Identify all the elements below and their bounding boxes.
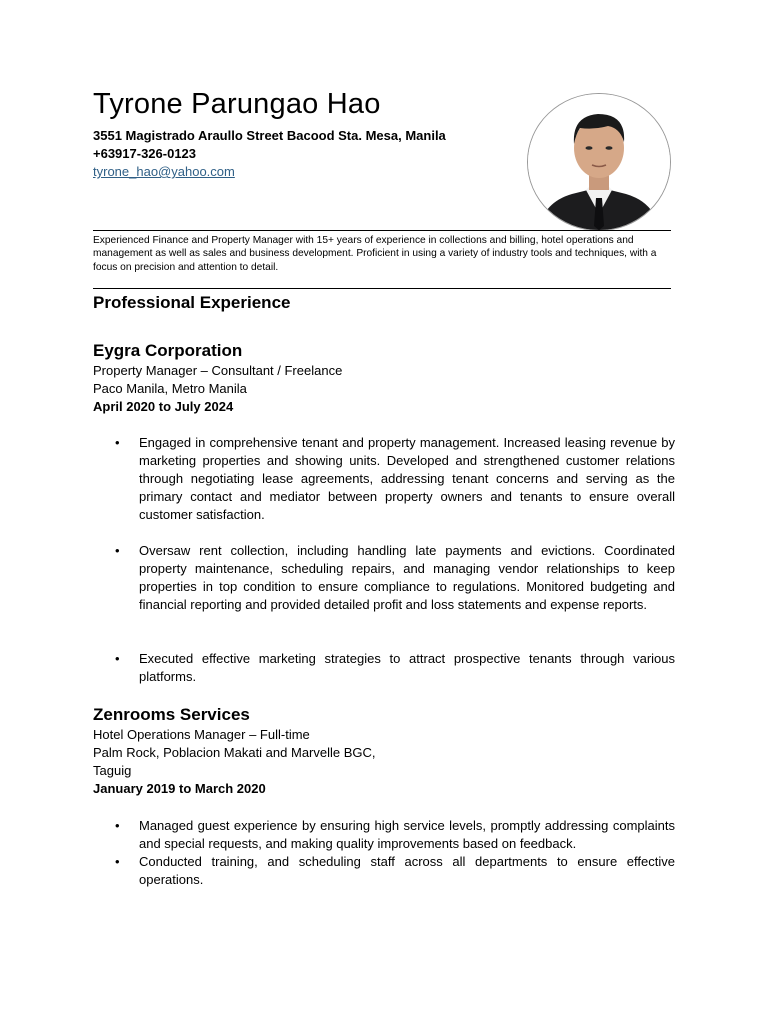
job-bullet: Oversaw rent collection, including handling late payments and evictions. Coordinated property maintenance, scheduling repairs, and managing vendor relationships to keep properties in top condition to ensure compliance to regulations. Monitored budgeting and financial reporting and provided detailed profit and loss statements and expense reports. bbox=[139, 543, 675, 612]
address: 3551 Magistrado Araullo Street Bacood Sta. Mesa, Manila bbox=[93, 128, 446, 143]
section-title-experience: Professional Experience bbox=[93, 293, 291, 312]
bullet-icon: • bbox=[115, 651, 120, 666]
email-link[interactable]: tyrone_hao@yahoo.com bbox=[93, 164, 235, 179]
job-bullet: Managed guest experience by ensuring high service levels, promptly addressing complaints and special requests, and making quality improvements based on feedback. bbox=[139, 818, 675, 851]
job-company: Eygra Corporation bbox=[93, 341, 243, 360]
bullet-icon: • bbox=[115, 854, 120, 869]
job-bullet: Engaged in comprehensive tenant and property management. Increased leasing revenue by marketing properties and showing units. Developed and strengthened customer relations through negotiating lease agreements, addressing tenant concerns and serving as the primary contact and mediator between property owners and tenants to ensure overall customer satisfaction. bbox=[139, 435, 675, 522]
divider-bottom bbox=[93, 288, 671, 289]
job-role: Property Manager – Consultant / Freelance bbox=[93, 363, 343, 378]
job-location: Paco Manila, Metro Manila bbox=[93, 381, 247, 396]
divider-top bbox=[93, 230, 671, 231]
profile-photo bbox=[527, 93, 671, 231]
job-bullet: Conducted training, and scheduling staff across all departments to ensure effective operations. bbox=[139, 854, 675, 887]
professional-summary: Experienced Finance and Property Manager with 15+ years of experience in collections and billing, hotel operations and management as well as sales and business development. Proficient in using a variety of industry tools and techniques, with a focus on precision and attention to detail. bbox=[93, 235, 657, 273]
job-location-continued: Taguig bbox=[93, 763, 132, 778]
candidate-name: Tyrone Parungao Hao bbox=[93, 88, 381, 120]
phone-number: +63917-326-0123 bbox=[93, 146, 197, 161]
job-location: Palm Rock, Poblacion Makati and Marvelle BGC, bbox=[93, 745, 376, 760]
job-role: Hotel Operations Manager – Full-time bbox=[93, 727, 310, 742]
bullet-icon: • bbox=[115, 543, 120, 558]
job-dates: January 2019 to March 2020 bbox=[93, 781, 266, 796]
job-bullet: Executed effective marketing strategies to attract prospective tenants through various platforms. bbox=[139, 651, 675, 684]
job-dates: April 2020 to July 2024 bbox=[93, 399, 234, 414]
bullet-icon: • bbox=[115, 435, 120, 450]
job-company: Zenrooms Services bbox=[93, 705, 250, 724]
bullet-icon: • bbox=[115, 818, 120, 833]
